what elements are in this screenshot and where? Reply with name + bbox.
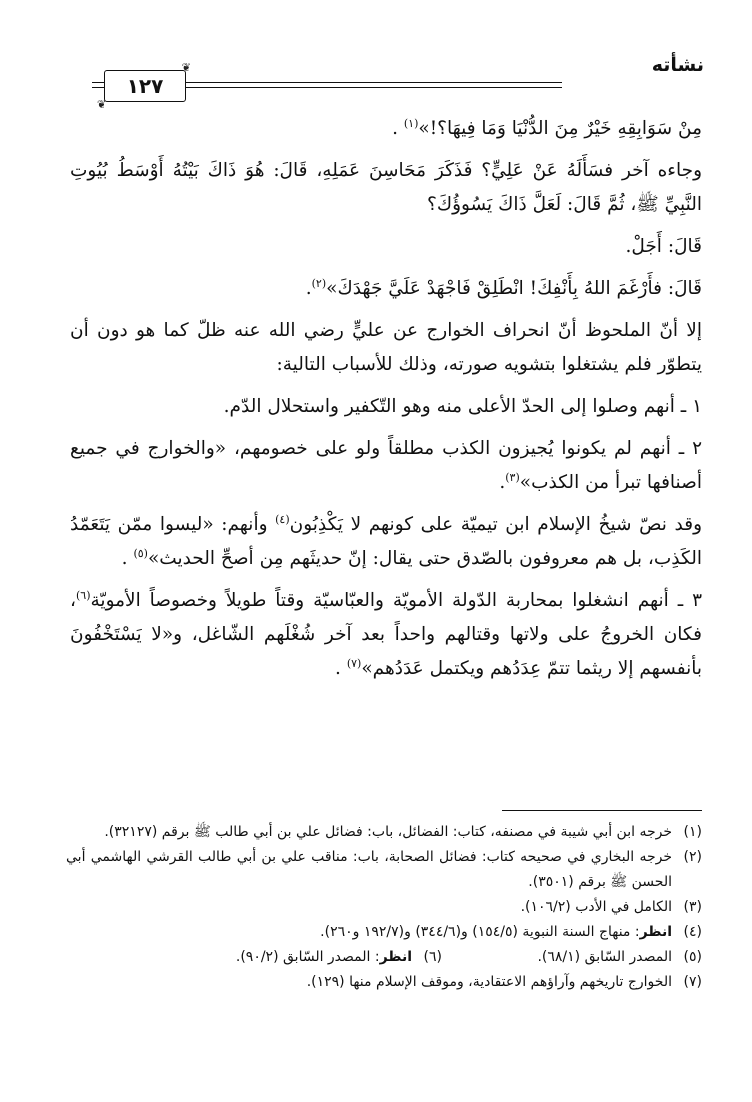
ornament-icon: ❦ xyxy=(97,98,107,111)
footnote-pair xyxy=(66,945,702,970)
list-item: ١ ـ أنهم وصلوا إلى الحدّ الأعلى منه وهو التّكفير واستحلال الدّم. xyxy=(223,396,702,417)
running-title: نشأته xyxy=(651,54,704,76)
footnote: (١) خرجه ابن أبي شيبة في مصنفه، كتاب: الفضائل، باب: فضائل علي بن أبي طالب ﷺ برقم (٣٢١٢٧). xyxy=(104,824,702,840)
footnote-ref: (٢) xyxy=(311,276,327,290)
ornament-icon: ❦ xyxy=(181,61,191,74)
footnote: (٤) انظر: منهاج السنة النبوية (١٥٤/٥) و(٣٤٤/٦) و(١٩٢/٧ و٢٦٠). xyxy=(320,924,702,940)
footnotes xyxy=(66,820,702,995)
paragraph: وجاءه آخر فسَأَلَهُ عَنْ عَلِيٍّ؟ فَذَكَرَ مَحَاسِنَ عَمَلِهِ، قَالَ: هُوَ ذَاكَ بَيْتُهُ أَوْسَطُ بُيُوتِ النَّبِيِّ ﷺ، ثُمَّ قَالَ: لَعَلَّ ذَاكَ يَسُوؤُكَ؟ xyxy=(70,160,702,215)
paragraph: قَالَ: فأَرْغَمَ اللهُ بِأَنْفِكَ! انْطَلِقْ فَاجْهَدْ عَلَيَّ جَهْدَكَ»$^{(٢)}$. xyxy=(305,276,702,299)
footnote: (٦) انظر: المصدر السّابق (٩٠/٢). xyxy=(235,949,442,965)
main-text xyxy=(70,112,702,694)
footnote: (٢) خرجه البخاري في صحيحه كتاب: فضائل الصحابة، باب: مناقب علي بن أبي طالب القرشي الهاشمي أبي الحسن ﷺ برقم (٣٥٠١). xyxy=(66,849,702,890)
page-number: ١٢٧ xyxy=(126,74,164,98)
list-item: ٣ ـ أنهم انشغلوا بمحاربة الدّولة الأمويّة والعبّاسيّة وقتاً طويلاً وخصوصاً الأمويّة$^{(٦)}$، فكان الخروجُ على ولاتها وقتالهم واحداً بعد آخر شُغْلَهم الشّاغل، و«لا يَسْتَخْفُونَ بأنفسهم إلا ريثما تتمّ عِدَدُهم ويكتمل عَدَدُهم»$^{(٧)}$ . xyxy=(70,588,702,679)
footnote-ref: (٧) xyxy=(346,656,362,670)
footnote-ref: (٤) xyxy=(275,512,290,526)
footnote-ref: (١) xyxy=(403,116,419,130)
paragraph: مِنْ سَوَابِقِهِ خَيْرٌ مِنَ الدُّنْيَا وَمَا فِيهَا؟!»$^{(١)}$ . xyxy=(392,116,702,139)
footnote: (٥) المصدر السّابق (٦٨/١). xyxy=(537,949,702,965)
footnote: (٣) الكامل في الأدب (١٠٦/٢). xyxy=(520,899,702,915)
footnote-ref: (٥) xyxy=(133,546,148,560)
footnote: (٧) الخوارج تاريخهم وآراؤهم الاعتقادية، وموقف الإسلام منها (١٢٩). xyxy=(306,974,702,990)
paragraph: قَالَ: أَجَلْ. xyxy=(625,236,702,257)
page-number-frame xyxy=(97,61,191,111)
footnote-ref: (٦) xyxy=(75,588,91,602)
list-item: ٢ ـ أنهم لم يكونوا يُجيزون الكذب مطلقاً ولو على خصومهم، «والخوارج في جميع أصنافها تبرأ من الكذب»$^{(٣)}$. xyxy=(70,438,702,493)
paragraph: إلا أنّ الملحوظ أنّ انحراف الخوارج عن عليٍّ رضي الله عنه ظلّ كما هو دون أن يتطوّر فلم يشتغلوا بتشويه صورته، وذلك للأسباب التالية: xyxy=(70,320,702,375)
footnote-separator xyxy=(502,810,702,811)
paragraph: وقد نصّ شيخُ الإسلام ابن تيميّة على كونهم لا يَكْذِبُون$^{(٤)}$ وأنهم: «ليسوا ممّن يَتَعَمّدُ الكَذِب، بل هم معروفون بالصّدق حتى يقال: إنّ حديثَهم مِن أصحِّ الحديث»$^{(٥)}$ . xyxy=(70,512,703,569)
footnote-ref: (٣) xyxy=(505,470,520,484)
